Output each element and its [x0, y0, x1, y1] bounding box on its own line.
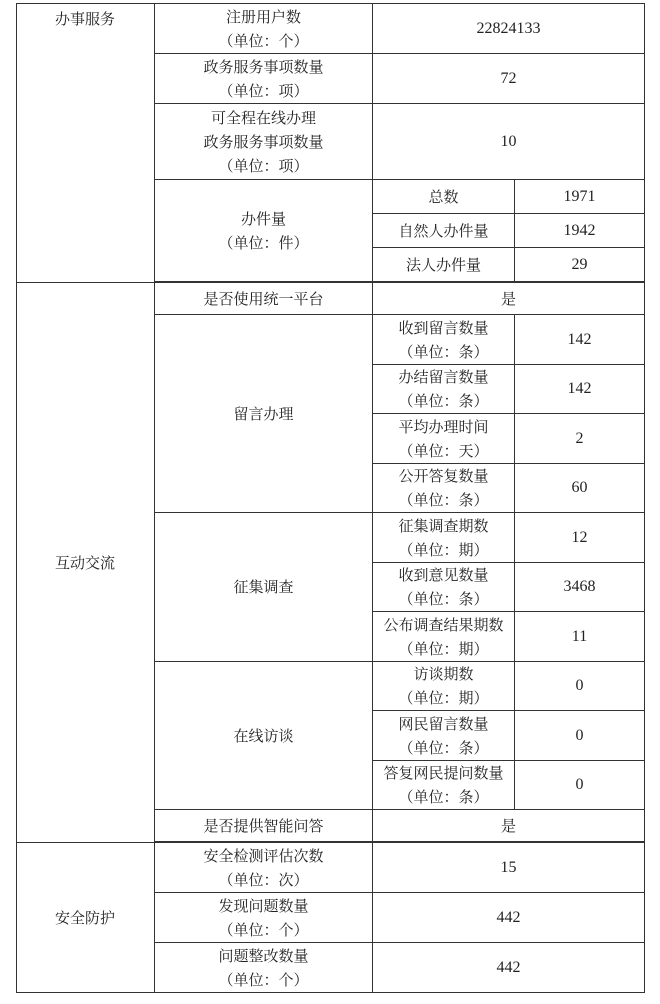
- messages-label: 留言办理: [155, 315, 373, 513]
- survey-results-label: 公布调查结果期数 （单位：期）: [373, 612, 515, 662]
- assessments-label: 安全检测评估次数 （单位：次）: [155, 843, 373, 893]
- messages-received-label: 收到留言数量 （单位：条）: [373, 315, 515, 365]
- category-office: 办事服务: [17, 4, 155, 283]
- interview-answers-value: 0: [515, 761, 645, 810]
- survey-opinions-label: 收到意见数量 （单位：条）: [373, 563, 515, 612]
- messages-public-replies-value: 60: [515, 464, 645, 513]
- survey-periods-label: 征集调查期数 （单位：期）: [373, 513, 515, 563]
- survey-label: 征集调查: [155, 513, 373, 662]
- survey-periods-value: 12: [515, 513, 645, 563]
- issues-fixed-value: 442: [373, 943, 645, 993]
- smart-qa-label: 是否提供智能问答: [155, 810, 373, 842]
- messages-closed-value: 142: [515, 365, 645, 414]
- handled-natural-value: 1942: [515, 214, 645, 248]
- interview-answers-label: 答复网民提问数量 （单位：条）: [373, 761, 515, 810]
- issues-found-value: 442: [373, 893, 645, 943]
- statistics-table: [16, 3, 645, 993]
- messages-received-value: 142: [515, 315, 645, 365]
- unified-platform-label: 是否使用统一平台: [155, 283, 373, 315]
- handled-label: 办件量 （单位：件）: [155, 180, 373, 282]
- service-items-label: 政务服务事项数量 （单位：项）: [155, 54, 373, 104]
- registered-users-value: 22824133: [373, 4, 645, 54]
- issues-fixed-label: 问题整改数量 （单位：个）: [155, 943, 373, 993]
- messages-avg-time-label: 平均办理时间 （单位：天）: [373, 414, 515, 464]
- interview-label: 在线访谈: [155, 662, 373, 810]
- messages-avg-time-value: 2: [515, 414, 645, 464]
- messages-closed-label: 办结留言数量 （单位：条）: [373, 365, 515, 414]
- online-items-value: 10: [373, 104, 645, 180]
- handled-total-value: 1971: [515, 180, 645, 214]
- handled-natural-label: 自然人办件量: [373, 214, 515, 248]
- unified-platform-value: 是: [373, 283, 645, 315]
- category-interaction: 互动交流: [17, 283, 155, 843]
- interview-netizen-msgs-label: 网民留言数量 （单位：条）: [373, 711, 515, 761]
- category-security: 安全防护: [17, 843, 155, 993]
- service-items-value: 72: [373, 54, 645, 104]
- interview-periods-label: 访谈期数 （单位：期）: [373, 662, 515, 711]
- interview-netizen-msgs-value: 0: [515, 711, 645, 761]
- handled-legal-value: 29: [515, 248, 645, 282]
- online-items-label: 可全程在线办理 政务服务事项数量 （单位：项）: [155, 104, 373, 180]
- handled-total-label: 总数: [373, 180, 515, 214]
- registered-users-label: 注册用户数 （单位：个）: [155, 4, 373, 54]
- assessments-value: 15: [373, 843, 645, 893]
- issues-found-label: 发现问题数量 （单位：个）: [155, 893, 373, 943]
- handled-legal-label: 法人办件量: [373, 248, 515, 282]
- smart-qa-value: 是: [373, 810, 645, 842]
- interview-periods-value: 0: [515, 662, 645, 711]
- survey-results-value: 11: [515, 612, 645, 662]
- survey-opinions-value: 3468: [515, 563, 645, 612]
- messages-public-replies-label: 公开答复数量 （单位：条）: [373, 464, 515, 513]
